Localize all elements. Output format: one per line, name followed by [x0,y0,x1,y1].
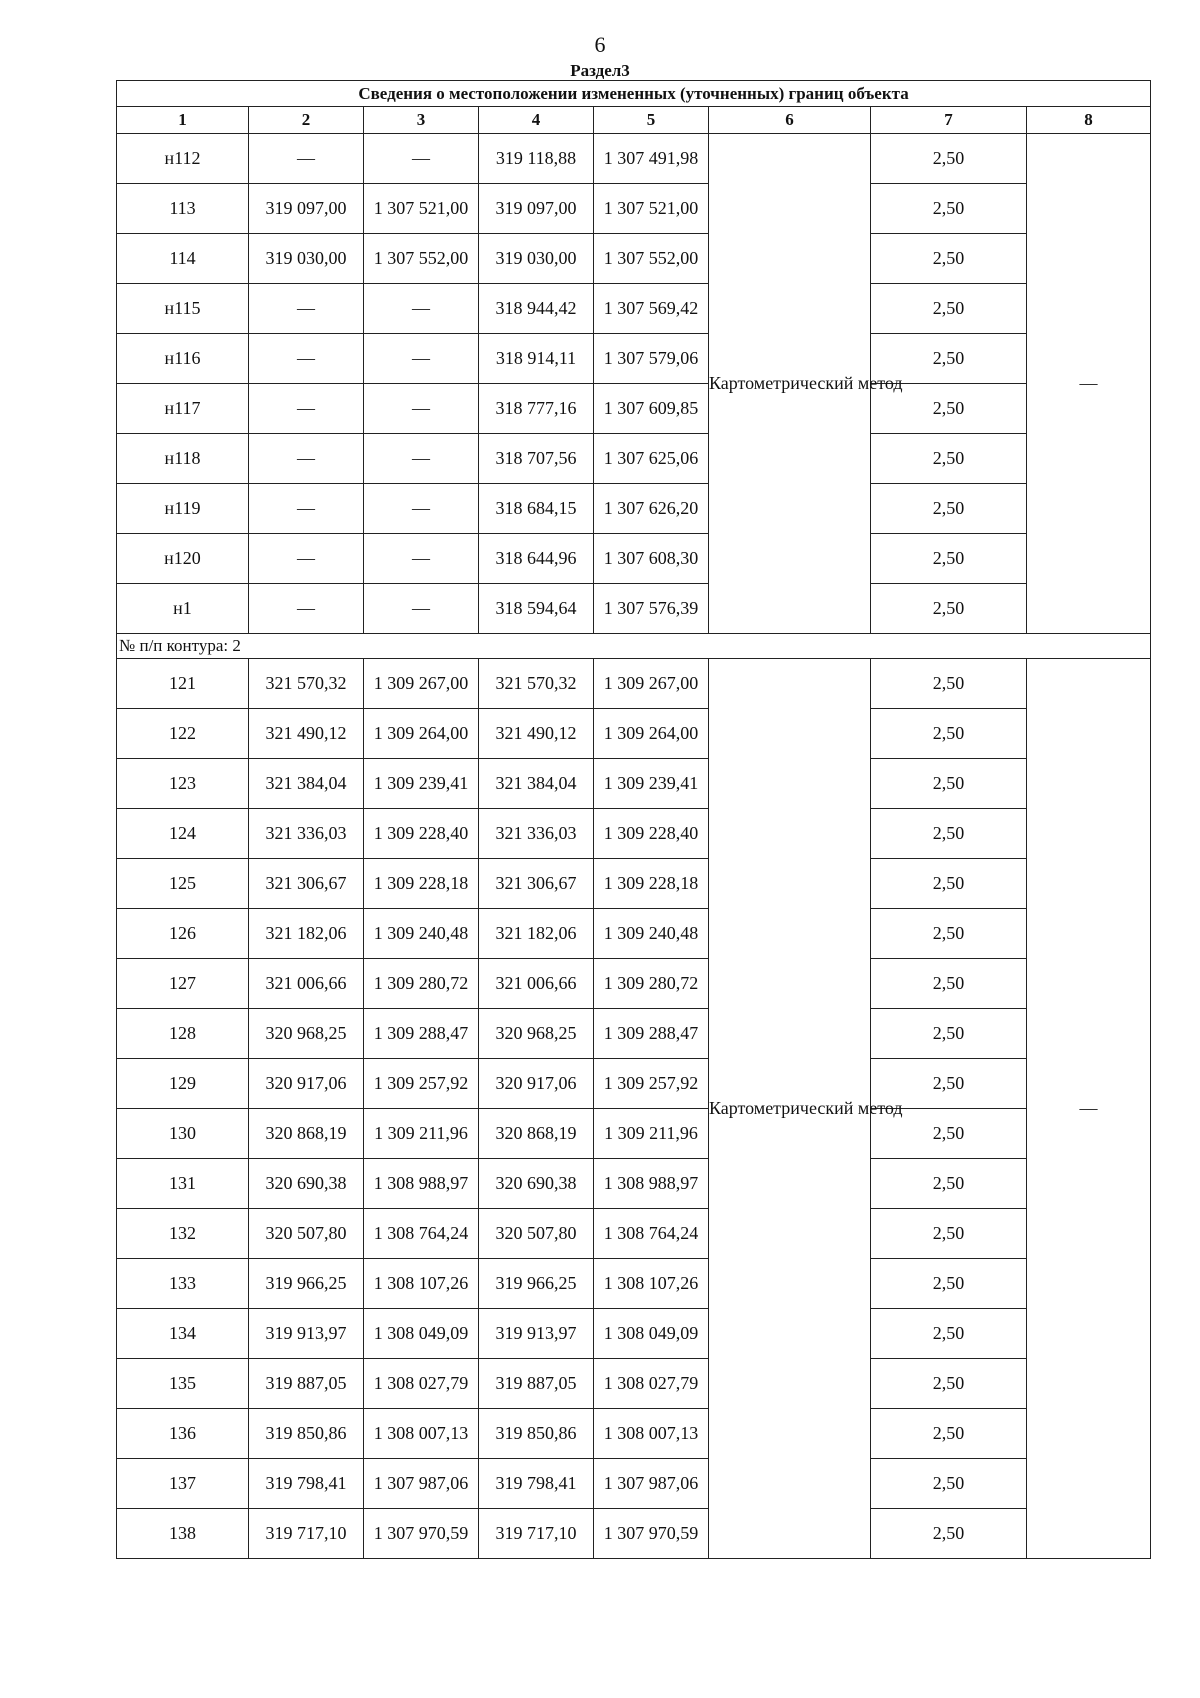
table-row [117,584,1151,634]
old-y-cell: 1 307 552,00 [364,234,479,284]
new-x-cell: 319 097,00 [479,184,594,234]
point-number-cell: 129 [117,1059,249,1109]
new-y-cell: 1 309 264,00 [594,709,709,759]
old-y-cell: 1 308 988,97 [364,1159,479,1209]
old-y-cell: 1 309 280,72 [364,959,479,1009]
accuracy-cell: 2,50 [871,184,1027,234]
accuracy-cell: 2,50 [871,909,1027,959]
old-x-cell: 319 798,41 [249,1459,364,1509]
new-y-cell: 1 309 239,41 [594,759,709,809]
point-number-cell: н117 [117,384,249,434]
column-header: 5 [594,107,709,134]
accuracy-cell: 2,50 [871,1309,1027,1359]
description-cell: — [1027,659,1151,1559]
old-y-cell: — [364,334,479,384]
accuracy-cell: 2,50 [871,659,1027,709]
old-y-cell: 1 309 211,96 [364,1109,479,1159]
new-y-cell: 1 307 608,30 [594,534,709,584]
table-row [117,1009,1151,1059]
point-number-cell: н120 [117,534,249,584]
new-x-cell: 318 707,56 [479,434,594,484]
old-x-cell: — [249,134,364,184]
old-y-cell: 1 309 228,18 [364,859,479,909]
old-y-cell: 1 308 049,09 [364,1309,479,1359]
old-y-cell: 1 309 257,92 [364,1059,479,1109]
table-row [117,1359,1151,1409]
old-x-cell: 321 336,03 [249,809,364,859]
old-y-cell: 1 307 987,06 [364,1459,479,1509]
boundary-table [116,80,1151,1559]
new-x-cell: 321 006,66 [479,959,594,1009]
description-cell: — [1027,134,1151,634]
old-y-cell: 1 309 228,40 [364,809,479,859]
point-number-cell: н116 [117,334,249,384]
point-number-cell: 134 [117,1309,249,1359]
old-x-cell: 321 306,67 [249,859,364,909]
column-header: 7 [871,107,1027,134]
old-y-cell: 1 308 027,79 [364,1359,479,1409]
accuracy-cell: 2,50 [871,1509,1027,1559]
new-x-cell: 319 798,41 [479,1459,594,1509]
old-x-cell: 319 097,00 [249,184,364,234]
old-y-cell: 1 307 521,00 [364,184,479,234]
new-x-cell: 319 913,97 [479,1309,594,1359]
old-x-cell: — [249,284,364,334]
new-x-cell: 321 336,03 [479,809,594,859]
new-x-cell: 320 917,06 [479,1059,594,1109]
new-x-cell: 319 887,05 [479,1359,594,1409]
new-y-cell: 1 307 579,06 [594,334,709,384]
new-y-cell: 1 308 049,09 [594,1309,709,1359]
new-y-cell: 1 308 027,79 [594,1359,709,1409]
old-x-cell: 320 868,19 [249,1109,364,1159]
old-y-cell: 1 309 267,00 [364,659,479,709]
table-row [117,959,1151,1009]
old-y-cell: — [364,284,479,334]
accuracy-cell: 2,50 [871,234,1027,284]
point-number-cell: 123 [117,759,249,809]
new-x-cell: 318 684,15 [479,484,594,534]
old-x-cell: 319 966,25 [249,1259,364,1309]
point-number-cell: 127 [117,959,249,1009]
table-caption: Сведения о местоположении измененных (уточненных) границ объекта [117,81,1151,107]
old-y-cell: 1 309 240,48 [364,909,479,959]
method-cell: Картометрический метод [709,659,871,1559]
old-y-cell: 1 309 264,00 [364,709,479,759]
table-row [117,859,1151,909]
point-number-cell: н119 [117,484,249,534]
new-y-cell: 1 307 552,00 [594,234,709,284]
point-number-cell: 135 [117,1359,249,1409]
contour-label: № п/п контура: 2 [117,634,1151,659]
old-x-cell: — [249,584,364,634]
old-x-cell: 319 913,97 [249,1309,364,1359]
column-header: 6 [709,107,871,134]
old-x-cell: — [249,434,364,484]
table-row [117,809,1151,859]
accuracy-cell: 2,50 [871,1409,1027,1459]
new-x-cell: 321 384,04 [479,759,594,809]
point-number-cell: 136 [117,1409,249,1459]
point-number-cell: 130 [117,1109,249,1159]
new-y-cell: 1 309 240,48 [594,909,709,959]
column-header: 2 [249,107,364,134]
accuracy-cell: 2,50 [871,1009,1027,1059]
point-number-cell: 125 [117,859,249,909]
old-y-cell: — [364,134,479,184]
accuracy-cell: 2,50 [871,434,1027,484]
old-y-cell: — [364,484,479,534]
point-number-cell: 124 [117,809,249,859]
old-x-cell: — [249,384,364,434]
new-y-cell: 1 307 491,98 [594,134,709,184]
old-x-cell: 321 490,12 [249,709,364,759]
accuracy-cell: 2,50 [871,759,1027,809]
point-number-cell: 126 [117,909,249,959]
point-number-cell: 137 [117,1459,249,1509]
table-row [117,1259,1151,1309]
new-x-cell: 320 507,80 [479,1209,594,1259]
column-header: 8 [1027,107,1151,134]
accuracy-cell: 2,50 [871,1159,1027,1209]
new-y-cell: 1 307 970,59 [594,1509,709,1559]
accuracy-cell: 2,50 [871,484,1027,534]
table-row [117,384,1151,434]
new-x-cell: 318 644,96 [479,534,594,584]
accuracy-cell: 2,50 [871,709,1027,759]
point-number-cell: 121 [117,659,249,709]
point-number-cell: н115 [117,284,249,334]
table-row [117,284,1151,334]
old-x-cell: 321 006,66 [249,959,364,1009]
new-x-cell: 320 690,38 [479,1159,594,1209]
accuracy-cell: 2,50 [871,1109,1027,1159]
old-y-cell: 1 309 239,41 [364,759,479,809]
column-header: 3 [364,107,479,134]
old-y-cell: 1 307 970,59 [364,1509,479,1559]
point-number-cell: н112 [117,134,249,184]
new-x-cell: 318 594,64 [479,584,594,634]
accuracy-cell: 2,50 [871,1459,1027,1509]
old-x-cell: 321 384,04 [249,759,364,809]
new-x-cell: 318 914,11 [479,334,594,384]
column-header-row [117,107,1151,134]
old-y-cell: — [364,384,479,434]
new-y-cell: 1 308 007,13 [594,1409,709,1459]
new-y-cell: 1 307 569,42 [594,284,709,334]
new-x-cell: 321 182,06 [479,909,594,959]
new-y-cell: 1 307 625,06 [594,434,709,484]
page-number: 6 [594,32,606,57]
table-row [117,1109,1151,1159]
accuracy-cell: 2,50 [871,959,1027,1009]
old-y-cell: — [364,584,479,634]
new-y-cell: 1 309 211,96 [594,1109,709,1159]
table-row [117,709,1151,759]
old-x-cell: 319 717,10 [249,1509,364,1559]
accuracy-cell: 2,50 [871,584,1027,634]
table-row [117,759,1151,809]
accuracy-cell: 2,50 [871,809,1027,859]
old-x-cell: 321 182,06 [249,909,364,959]
new-x-cell: 318 944,42 [479,284,594,334]
old-x-cell: 319 030,00 [249,234,364,284]
table-row [117,1159,1151,1209]
new-y-cell: 1 307 987,06 [594,1459,709,1509]
accuracy-cell: 2,50 [871,534,1027,584]
new-y-cell: 1 308 988,97 [594,1159,709,1209]
accuracy-cell: 2,50 [871,284,1027,334]
new-y-cell: 1 309 267,00 [594,659,709,709]
new-y-cell: 1 307 576,39 [594,584,709,634]
method-cell: Картометрический метод [709,134,871,634]
table-row [117,1459,1151,1509]
accuracy-cell: 2,50 [871,134,1027,184]
table-row [117,234,1151,284]
table-row [117,1309,1151,1359]
new-x-cell: 320 968,25 [479,1009,594,1059]
table-row [117,534,1151,584]
old-x-cell: 319 850,86 [249,1409,364,1459]
point-number-cell: 132 [117,1209,249,1259]
new-x-cell: 321 490,12 [479,709,594,759]
new-x-cell: 320 868,19 [479,1109,594,1159]
new-x-cell: 319 717,10 [479,1509,594,1559]
accuracy-cell: 2,50 [871,384,1027,434]
accuracy-cell: 2,50 [871,334,1027,384]
point-number-cell: 133 [117,1259,249,1309]
old-x-cell: 320 968,25 [249,1009,364,1059]
old-x-cell: 321 570,32 [249,659,364,709]
new-y-cell: 1 307 521,00 [594,184,709,234]
new-x-cell: 319 850,86 [479,1409,594,1459]
old-y-cell: — [364,434,479,484]
point-number-cell: 128 [117,1009,249,1059]
point-number-cell: н1 [117,584,249,634]
new-x-cell: 321 570,32 [479,659,594,709]
point-number-cell: 122 [117,709,249,759]
section-title: Раздел3 [570,61,630,80]
old-y-cell: 1 309 288,47 [364,1009,479,1059]
point-number-cell: 113 [117,184,249,234]
new-x-cell: 319 118,88 [479,134,594,184]
table-row [117,659,1151,709]
point-number-cell: н118 [117,434,249,484]
contour-label-row [117,634,1151,659]
old-x-cell: — [249,334,364,384]
new-y-cell: 1 309 228,18 [594,859,709,909]
table-row [117,1509,1151,1559]
table-row [117,1209,1151,1259]
new-x-cell: 321 306,67 [479,859,594,909]
new-y-cell: 1 309 228,40 [594,809,709,859]
accuracy-cell: 2,50 [871,1059,1027,1109]
new-y-cell: 1 308 764,24 [594,1209,709,1259]
table-row [117,484,1151,534]
point-number-cell: 131 [117,1159,249,1209]
old-y-cell: — [364,534,479,584]
new-x-cell: 319 966,25 [479,1259,594,1309]
accuracy-cell: 2,50 [871,859,1027,909]
accuracy-cell: 2,50 [871,1359,1027,1409]
old-x-cell: 320 690,38 [249,1159,364,1209]
table-row [117,1059,1151,1109]
new-y-cell: 1 308 107,26 [594,1259,709,1309]
new-y-cell: 1 307 626,20 [594,484,709,534]
table-row [117,334,1151,384]
new-y-cell: 1 307 609,85 [594,384,709,434]
new-x-cell: 318 777,16 [479,384,594,434]
new-y-cell: 1 309 280,72 [594,959,709,1009]
old-x-cell: 320 507,80 [249,1209,364,1259]
old-y-cell: 1 308 107,26 [364,1259,479,1309]
table-row [117,909,1151,959]
table-row [117,434,1151,484]
new-x-cell: 319 030,00 [479,234,594,284]
old-y-cell: 1 308 764,24 [364,1209,479,1259]
accuracy-cell: 2,50 [871,1259,1027,1309]
old-x-cell: — [249,484,364,534]
new-y-cell: 1 309 257,92 [594,1059,709,1109]
old-x-cell: — [249,534,364,584]
point-number-cell: 114 [117,234,249,284]
old-x-cell: 319 887,05 [249,1359,364,1409]
table-row [117,184,1151,234]
new-y-cell: 1 309 288,47 [594,1009,709,1059]
point-number-cell: 138 [117,1509,249,1559]
column-header: 1 [117,107,249,134]
table-row [117,134,1151,184]
column-header: 4 [479,107,594,134]
table-row [117,1409,1151,1459]
accuracy-cell: 2,50 [871,1209,1027,1259]
old-x-cell: 320 917,06 [249,1059,364,1109]
old-y-cell: 1 308 007,13 [364,1409,479,1459]
